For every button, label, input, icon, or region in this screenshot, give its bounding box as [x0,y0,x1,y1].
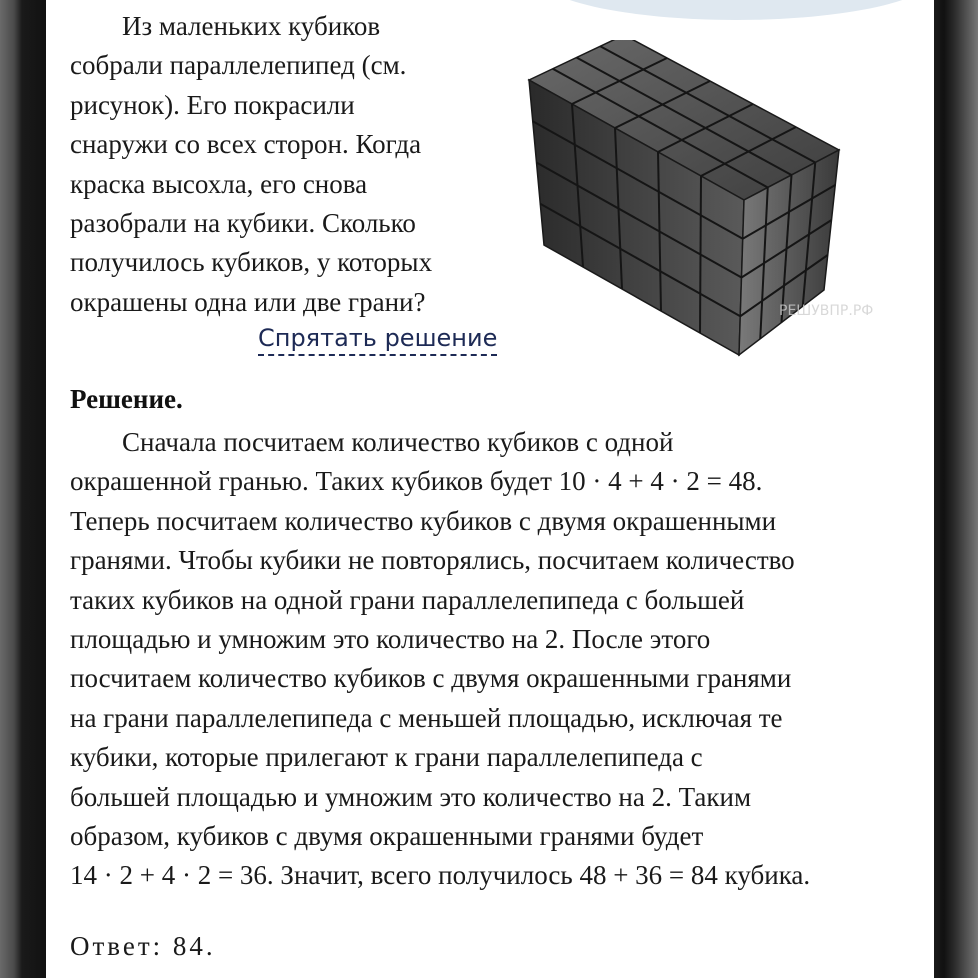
right-frame-edge [934,0,978,978]
problem-line: снаружи со всех сторон. Когда [70,129,422,160]
solution-title: Решение. [70,384,183,414]
answer-text: Ответ: 84. [70,931,216,961]
problem-line: Из маленьких кубиков [122,11,381,41]
problem-line: краска высохла, его снова [70,168,368,199]
solution-line: 14 · 2 + 4 · 2 = 36. Значит, всего получилось 48 + 36 = 84 кубика. [70,860,811,891]
solution-line: площадью и умножим это количество на 2. После этого [70,624,711,655]
parallelepiped-figure [524,40,894,360]
solution-line: посчитаем количество кубиков с двумя окрашенными гранями [70,663,792,694]
problem-line: получилось кубиков, у которых [70,247,433,278]
hide-solution-link[interactable]: Спрятать решение [258,322,497,356]
problem-line: рисунок). Его покрасили [70,89,355,120]
solution-line: большей площадью и умножим это количество на 2. Таким [70,781,752,812]
solution-line: образом, кубиков с двумя окрашенными гранями будет [70,821,704,852]
problem-line: разобрали на кубики. Сколько [70,208,416,239]
document-page [46,0,934,978]
solution-line: гранями. Чтобы кубики не повторялись, посчитаем количество [70,545,795,576]
problem-line: окрашены одна или две грани? [70,286,426,317]
solution-line: кубики, которые прилегают к грани параллелепипеда с [70,742,703,773]
decorative-arc [536,0,934,20]
solution-line: на грани параллелепипеда с меньшей площадью, исключая те [70,702,783,733]
left-frame-edge [0,0,46,978]
problem-line: собрали параллелепипед (см. [70,50,407,81]
problem-text [70,7,500,322]
solution-text [70,423,910,896]
figure-watermark: РЕШУВПР.РФ [779,303,874,319]
solution-line: Сначала посчитаем количество кубиков с одной [122,427,674,457]
solution-line: таких кубиков на одной грани параллелепипеда с большей [70,584,745,615]
solution-line: окрашенной гранью. Таких кубиков будет 10 · 4 + 4 · 2 = 48. [70,466,763,497]
solution-line: Теперь посчитаем количество кубиков с двумя окрашенными [70,505,777,536]
